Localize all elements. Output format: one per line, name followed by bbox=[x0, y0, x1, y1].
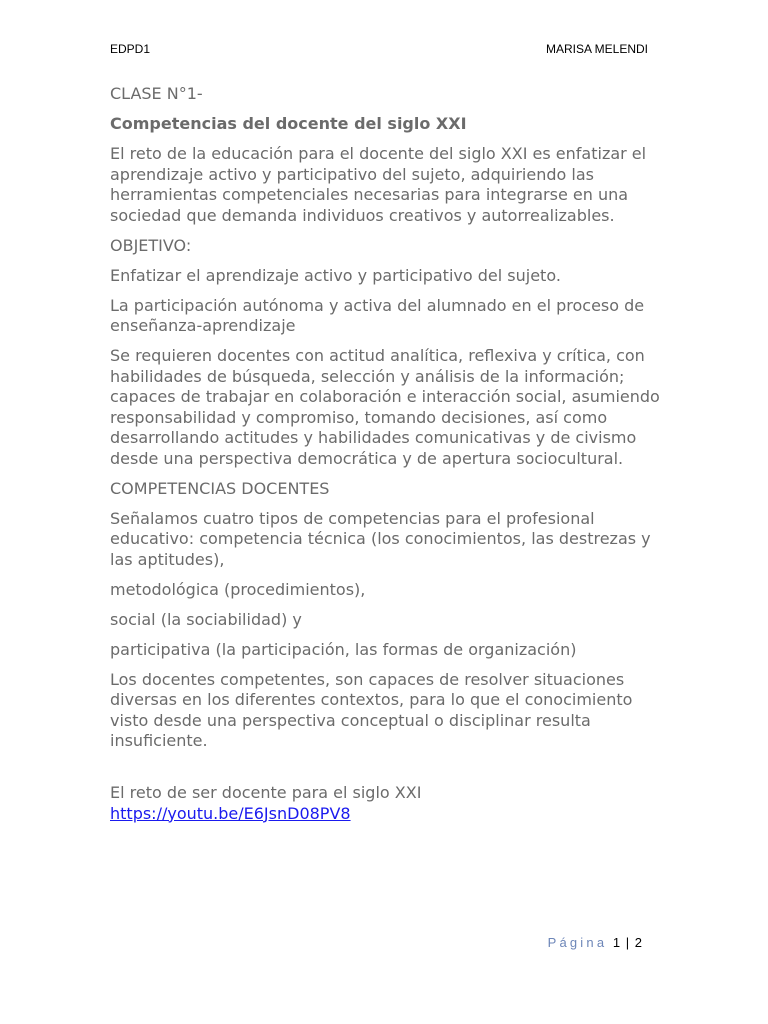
objective-item-1: Enfatizar el aprendizaje activo y participativo del sujeto. bbox=[110, 265, 561, 285]
video-link[interactable]: https://youtu.be/E6JsnD08PV8 bbox=[110, 803, 351, 823]
blank-line bbox=[110, 761, 662, 783]
intro-paragraph: El reto de la educación para el docente del siglo XXI es enfatizar el aprendizaje activo y participativo del sujeto, adquiriendo las herramientas competenciales necesarias para integrarse en una sociedad que demanda individuos creativos y autorrealizables. bbox=[110, 144, 647, 225]
competency-methodological: metodológica (procedimientos), bbox=[110, 579, 366, 599]
document-body bbox=[110, 84, 662, 824]
competency-participative: participativa (la participación, las formas de organización) bbox=[110, 639, 577, 659]
page-footer bbox=[548, 935, 642, 950]
objective-item-2: La participación autónoma y activa del alumnado en el proceso de enseñanza-aprendizaje bbox=[110, 295, 645, 335]
current-page-number: 1 bbox=[612, 935, 621, 950]
conclusion-paragraph: Los docentes competentes, son capaces de resolver situaciones diversas en los diferentes contextos, para lo que el conocimiento visto desde una perspectiva conceptual o disciplinar resulta insuficiente. bbox=[110, 669, 633, 750]
header-author-name: MARISA MELENDI bbox=[545, 42, 648, 56]
page-label: Página bbox=[547, 935, 608, 950]
page-header bbox=[110, 42, 648, 60]
header-course-code: EDPD1 bbox=[110, 42, 151, 56]
competency-social: social (la sociabilidad) y bbox=[110, 609, 302, 629]
requirements-paragraph: Se requieren docentes con actitud analítica, reflexiva y crítica, con habilidades de búsqueda, selección y análisis de la información; capaces de trabajar en colaboración e interacción social, asumiendo responsabilidad y compromiso, tomando decisiones, así como desarrollando actitudes y habilidades comunicativas y de civismo desde una perspectiva democrática y de apertura sociocultural. bbox=[110, 346, 660, 468]
page-separator: | bbox=[625, 935, 630, 950]
objective-heading: OBJETIVO: bbox=[110, 235, 192, 255]
competencies-intro: Señalamos cuatro tipos de competencias para el profesional educativo: competencia técnica (los conocimientos, las destrezas y las aptitudes), bbox=[110, 508, 651, 569]
total-pages-number: 2 bbox=[634, 935, 642, 950]
competencies-heading: COMPETENCIAS DOCENTES bbox=[110, 478, 330, 498]
video-title: El reto de ser docente para el siglo XXI bbox=[110, 783, 422, 802]
class-number: CLASE N°1- bbox=[110, 84, 203, 103]
document-title: Competencias del docente del siglo XXI bbox=[110, 114, 467, 133]
